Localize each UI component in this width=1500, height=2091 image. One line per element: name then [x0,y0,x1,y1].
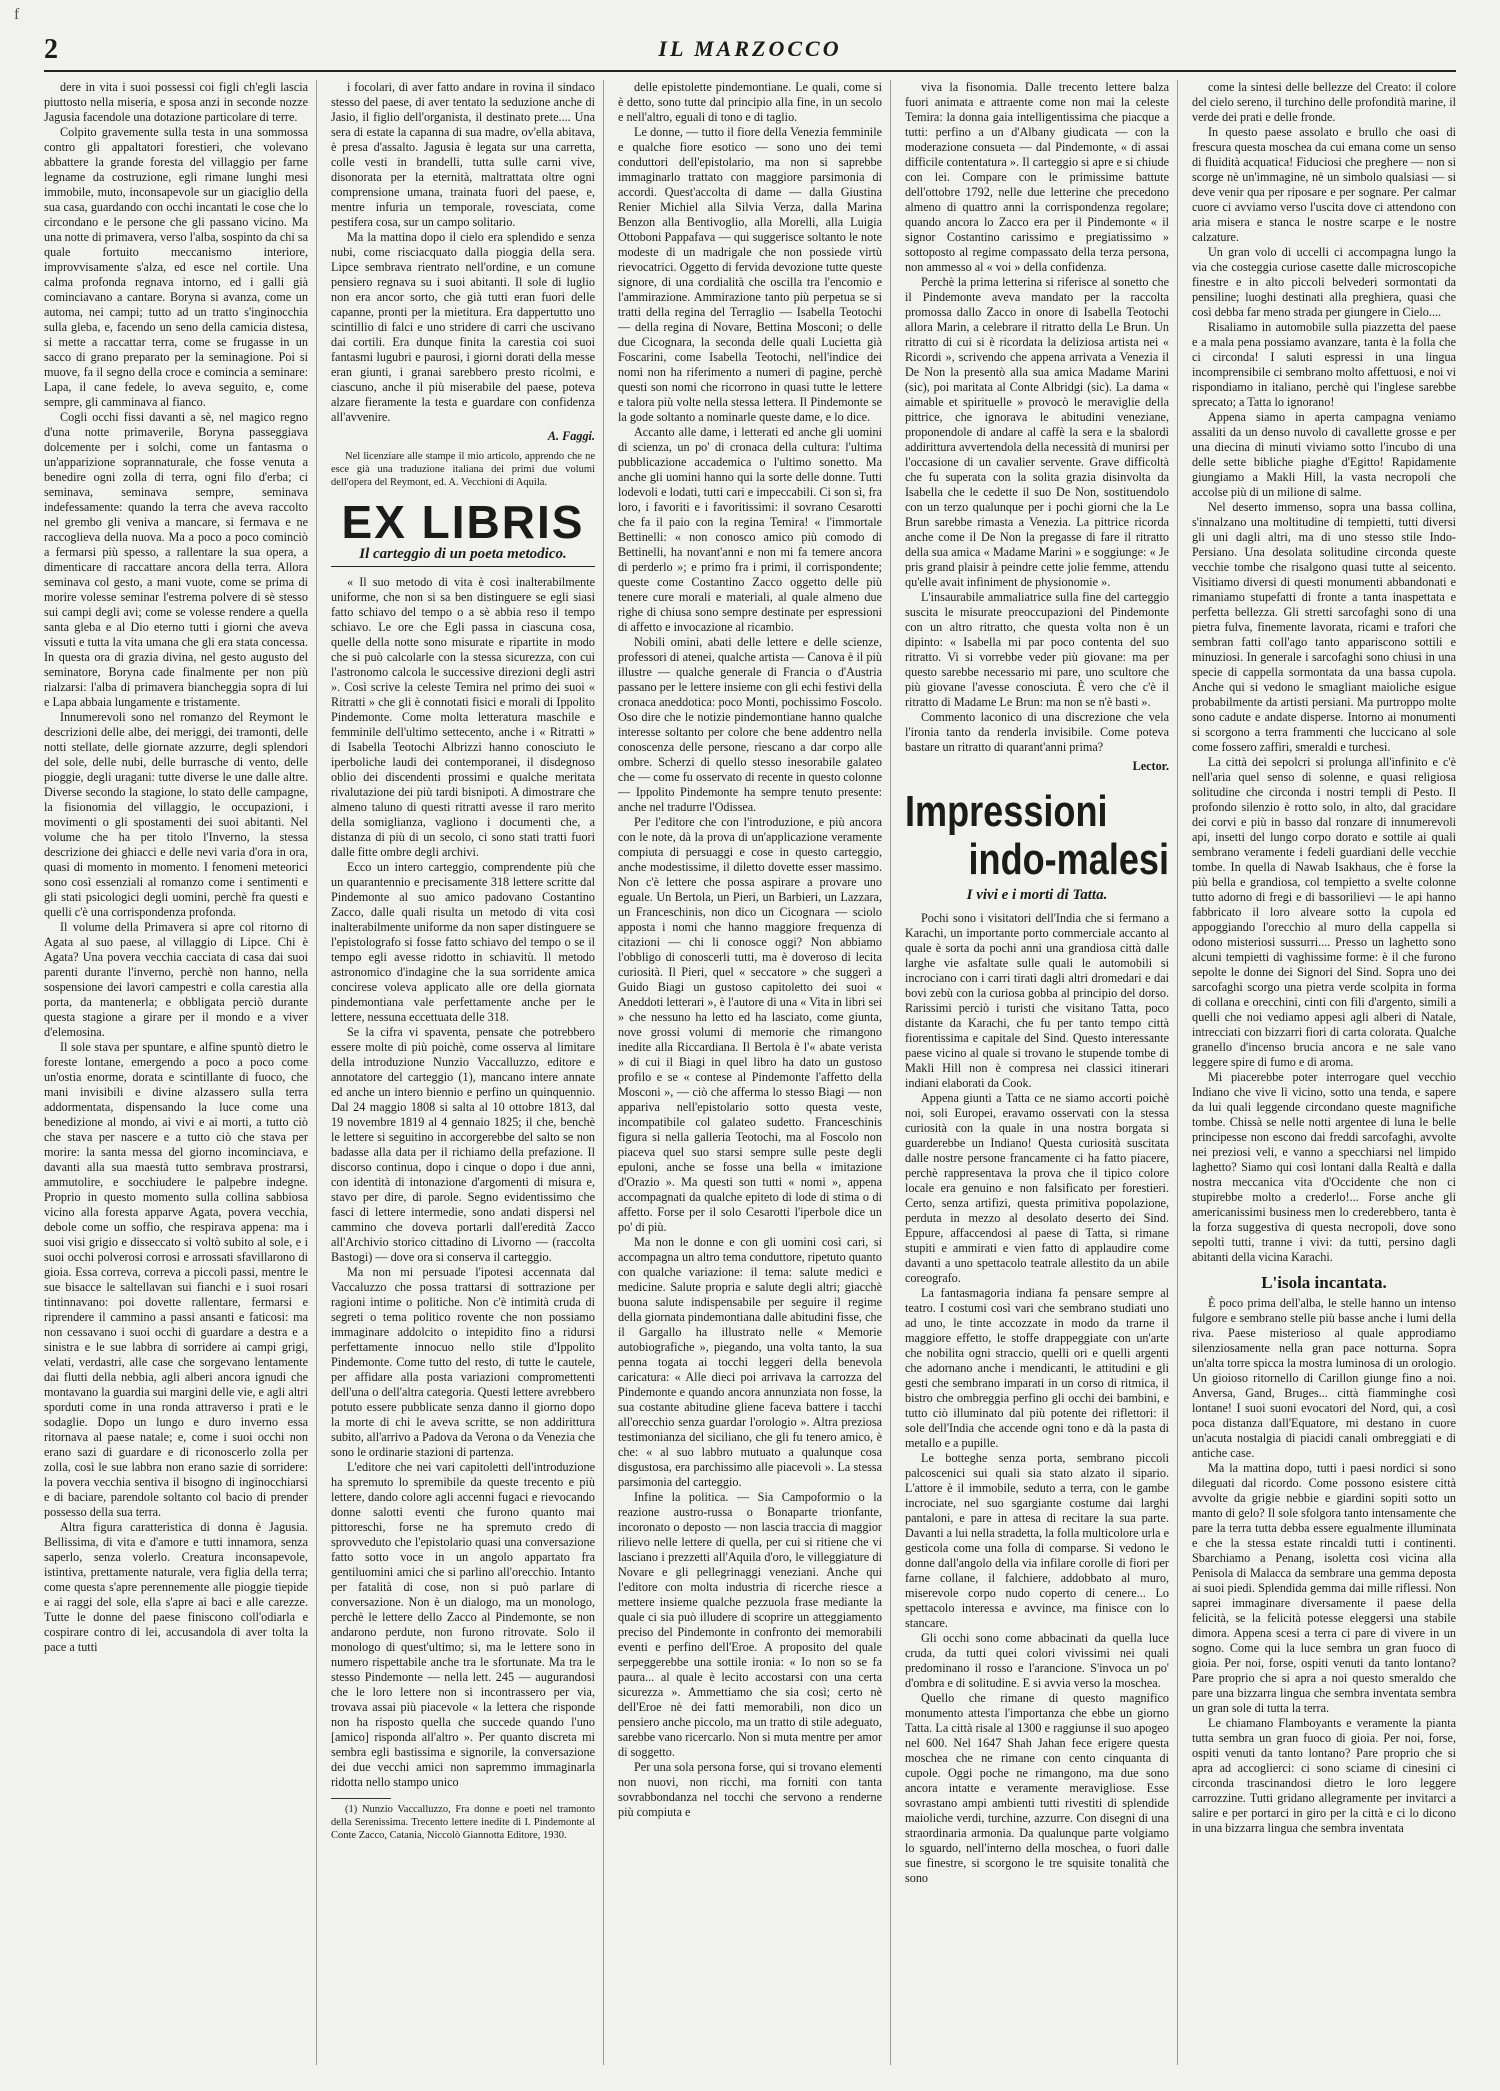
paragraph: In questo paese assolato e brullo che oasi di frescura questa moschea da cui emana come un senso di fluidità acquatica! Fiduciosi che preghere — non si scorge nè un'immagine, nè un simbolo qualsiasi — si deve venir qua per riposare e per sognare. Per calmar cuore ci avviamo verso l'uscita dove ci attendono con aria misera e stanca le nostre scarpe e le nostre calzature. [1192,125,1456,244]
paragraph: Commento laconico di una discrezione che vela l'ironia tanto da renderla invisibile. Come poteva bastare un ritratto di quarant'anni prima? [905,710,1169,754]
paragraph: delle epistolette pindemontiane. Le quali, come si è detto, sono tutte dal principio alla fine, in un secolo e nell'altro, eguali di tono e di taglio. [618,80,882,124]
paragraph: Colpito gravemente sulla testa in una sommossa contro gli appaltatori forestieri, che volevano abbattere la grande foresta del villaggio per farne legname da costruzione, egli rimane lunghi mesi immobile, muto, inconsapevole sur un giaciglio della sua casa, guardando con occhi incantati le cose che lo circondano e le persone che gli passano vicino. Ma una notte di primavera, verso l'alba, sospinto da chi sa quale fortuito meccanismo interiore, improvvisamente s'alza, ed esce nel cortile. Una calma profonda regnava intorno, ed i galli già cominciavano a cantare. Boryna si avanza, come un automa, nei campi; tutto ad un tratto s'inginocchia sulla gleba, e, facendo un seno della camicia distesa, si mette a raccattar terra, come se frugasse in un sacco di grano preparato per la seminagione. Poi si muove, fa il segno della croce e comincia a seminare: Lapa, il cane fedele, lo aveva seguito, e, come sempre, gli camminava al fianco. [44,125,308,409]
paragraph: Per l'editore che con l'introduzione, e più ancora con le note, dà la prova di un'applicazione veramente compiuta di persuaggi e cose in questo carteggio, anche modestissime, il diletto dovette esser massimo. Non c'è lettere che possa aspirare a provare uno eguale. Un Bertola, un Pieri, un Barbieri, un Lazzara, un Franceschinis, non dico un Cicognara — sciolo apposta i nomi che hanno maggiore frequenza di citazioni — chi li conosce oggi? Non abbiamo l'obbligo di conoscerli tutti, ma è doveroso di lecita curiosità. Il Pieri, quel « seccatore » che suggerì a Guido Biagi un gustoso capitoletto dei suoi « Aneddoti letterari », è l'autore di una « Vita in libri sei » che nessuno ha letto ed ha lasciato, come giunta, nove grossi volumi di memorie che rimangono inedite alla Riccardiana. Il Bertola è l'« abate verista » di cui il Biagi in quel libro ha dato un gustoso profilo e se « contese al Pindemonte l'affetto della Mosconi », — ciò che afferma lo stesso Biagi — non appariva nell'epistolario sotto questa veste, incompatibile col galateo sudetto. Franceschinis figura si nella galleria Teotochi, ma al Foscolo non piaceva quel suo starsi sempre sulle peste degli epuloni, anche se fosse una bella « imitazione d'Orazio ». Ma questi son tutti « nomi », appena accompagnati da qualche epiteto di lode di stima o di affetto. Forse per il solo Cesarotti l'iperbole dice un po' di più. [618,815,882,1234]
paragraph: Le chiamano Flamboyants e veramente la pianta tutta sembra un gran fuoco di gioia. Per noi, forse, ospiti venuti da tanto lontano? Pare proprio che si apra ad accoglierci: ci sono sciame di cinesini ci circonda trascinandosi dietro le loro leggere carrozzine. Tutti gridano allegramente per invitarci a salire e per portarci in giro per la città e ci lo dicono in una bizzarra lingua che sembra inventata [1192,1716,1456,1835]
column-4 [905,80,1178,2065]
paragraph: Le botteghe senza porta, sembrano piccoli palcoscenici sui quali sia stato alzato il sipario. L'attore è il immobile, seduto a terra, con le gambe incrociate, nel suo sgargiante costume dai larghi pantaloni, e pare in attesa di recitare la sua parte. Davanti a lui nella stradetta, la folla multicolore urla e gesticola come una folla di comparse. Si vedono le donne dall'angolo della via infilare corolle di fiori per farne collane, il falchiere, addobbato al muro, miserevole corpo nudo coperto di cenere... Lo spettacolo interessa e avvince, ma finisce con lo stancare. [905,1451,1169,1630]
masthead: IL MARZOCCO [658,36,842,61]
paragraph: Altra figura caratteristica di donna è Jagusia. Bellissima, di vita e d'amore e tutti innamora, senza saperlo, senza volerlo. Creatura inconsapevole, istintiva, prettamente naturale, vera figlia della terra; come questa s'apre perennemente alle pioggie tiepide e ai raggi del sole, ella s'apre ai baci e alle carezze. Tutte le donne del paese finiscono coll'odiarla e cospirare contro di lei, accusandola di aver tolta la pace a tutti [44,1520,308,1654]
paragraph: Il volume della Primavera si apre col ritorno di Agata al suo paese, al villaggio di Lipce. Chi è Agata? Una povera vecchia cacciata di casa dai suoi parenti durante l'inverno, perchè non hanno, nella sospensione dei lavori campestri e colla carestia alla porta, da mantenerla; e obbligata perciò durante questa stagione a girare per il mondo e a viver d'elemosina. [44,920,308,1039]
paragraph: L'insaurabile ammaliatrice sulla fine del carteggio suscita le misurate preoccupazioni del Pindemonte con un altro ritratto, che questa volta non è un dipinto: « Isabella mi par poco contenta del suo ritratto. Vi si vorrebbe veder più giovane: ma per questo sarebbe necessario mi pare, uno scultore che più giovane l'avesse conosciuta. È vero che c'è il ritratto di Madame Le Brun: ma non se n'è basti ». [905,590,1169,709]
paragraph: Quello che rimane di questo magnifico monumento attesta l'importanza che ebbe un giorno Tatta. La città risale al 1300 e raggiunse il suo apogeo nel 600. Nel 1647 Shah Jahan fece erigere questa moschea che ne rimane con cento cinquanta di cupole. Oggi poche ne rimangono, ma due sono ancora intatte e veramente meravigliose. Esse sovrastano ampi ambienti tutti rivestiti di splendide maioliche verdi, turchine, azzurre. Con disegni di una straordinaria armonia. Da qualunque parte volgiamo lo sguardo, nell'interno della moschea, o fuori dalle sue finestre, si scorgono le tre squisite tonalità che sono [905,1691,1169,1885]
footnote-divider [331,1798,391,1799]
paragraph: Risaliamo in automobile sulla piazzetta del paese e a mala pena possiamo avanzare, tanta è la folla che ci circonda! I saluti espressi in una lingua incomprensibile ci sembrano molto affettuosi, e noi vi rispondiamo in italiano, perchè qui l'inglese sarebbe sprecato; a Tatta lo ignorano! [1192,320,1456,409]
paragraph: Gli occhi sono come abbacinati da quella luce cruda, da tutti quei colori vivissimi nei quali predominano il rosso e l'arancione. S'invoca un po' d'ombra e di solitudine. E si avvia verso la moschea. [905,1631,1169,1690]
paragraph: « Il suo metodo di vita è così inalterabilmente uniforme, che non si sa ben distinguere se egli siasi fatto schiavo del tempo o a sè abbia reso il tempo schiavo. Le ore che Egli passa in ciascuna cosa, quelle della notte sono misurate e ripartite in modo che si può calcolarle con la stessa sicurezza, con cui l'astronomo calcola le successive direzioni degli astri ». Così scrive la celeste Temira nel primo dei suoi « Ritratti » che gli è connotati fisici e morali di Ippolito Pindemonte. Come molta letteratura maschile e femminile dell'ultimo settecento, anche i « Ritratti » di Isabella Teotochi Albrizzi hanno conosciuto le iperboliche laudi dei contemporanei, il disdegnoso oblio dei discendenti prossimi e qualche meritata rivalutazione dei più tardi bisnipoti. A dimostrare che almeno taluno di questi ritratti avesse il raro merito della somiglianza, vagliono i documenti che, a distanza di più di un secolo, ci sono stati tratti fuori dalle fitte ombre degli archivi. [331,575,595,859]
paragraph: Un gran volo di uccelli ci accompagna lungo la via che costeggia curiose casette dalle microscopiche finestre e in alto piccoli belvederi sormontati da pensiline; luoghi destinati alla preghiera, quasi che così debba far meno strada per giungere in Cielo.... [1192,245,1456,319]
section-title-indo-malesi: indo-malesi [968,835,1169,884]
paragraph: Mi piacerebbe poter interrogare quel vecchio Indiano che vive lì vicino, sotto una tenda, e sapere da lui quali leggende circondano queste magnifiche tombe. Chissà se nelle notti argentee di luna le belle principesse non escono dai freddi sarcofaghi, avvolte nei preziosi veli, e vanno a specchiarsi nel limpido laghetto? Siamo qui così lontani dalla Realtà e dalla nostra meccanica vita d'Occidente che non ci stupirebbe molto a crederlo!... Forse anche gli americanissimi business men lo crederebbero, tanta è la forza suggestiva di questa necropoli, dove sono sepolti tutti, tranne i vivi: da tutti, persino dagli abitanti della vicina Karachi. [1192,1070,1456,1264]
paragraph: Appena siamo in aperta campagna veniamo assaliti da un denso nuvolo di cavallette grosse e per una diecina di minuti viviamo sotto l'incubo di una delle sette bibliche piaghe d'Egitto! Rapidamente giungiamo a Makli Hill, la vasta necropoli che accolse più di un milione di salme. [1192,410,1456,499]
paragraph: Perchè la prima letterina si riferisce al sonetto che il Pindemonte aveva mandato per la raccolta promossa dallo Zacco in onore di Isabella Teotochi allora Marin, a celebrare il ritratto della Le Brun. Un ritratto di cui si è ricordata la deliziosa artista nei « Ricordi », scrivendo che appena arrivata a Venezia il De Non la presentò alla sua amica Madame Marini (sic), poi maritata al Conte Albridgi (sic). La dama « aimable et spirituelle » provocò le meraviglie della pittrice, che ignorava le abitudini veneziane, proponendole di andare al caffè la sera e la sbalordì addirittura avvertendola della necessità di munirsi per l'occasione di un cavalier servente. Grave difficoltà che fu superata con la solita grazia disinvolta da Isabella che le cedette il suo De Non, sostituendolo con un terzo qualunque per i pochi giorni che la Le Brun sarebbe rimasta a Venezia. La pittrice ricorda anche come il De Non la pregasse di fare il ritratto della sua amica « Madame Marini » e soggiunge: « Je pris grand plaisir à peindre cette jolie femme, attendu qu'elle avait infiniment de physionomie ». [905,275,1169,589]
article-columns [44,80,1456,2065]
paragraph: dere in vita i suoi possessi coi figli ch'egli lascia piuttosto nella miseria, e sposa anzi in seconde nozze Jagusia facendole una dotazione particolare di terre. [44,80,308,124]
paragraph: Ma non le donne e con gli uomini così cari, si accompagna un altro tema conduttore, ripetuto quanto con qualche variazione: il tema: salute medici e medicine. Salute propria e salute degli altri; giacchè buona salute indispensabile per seguire il regime della giornata pindemontiana dalle abitudini fisse, che il Gargallo ha illustrato nelle « Memorie autobiografiche », piegando, una volta tanto, la sua penna togata ai tocchi leggeri della benevola caricatura: « Alle dieci poi arrivava la carrozza del Pindemonte e quando ancora annunziata non fosse, la sua costante abitudine gliene faceva battere i tacchi all'orecchio senza guardar l'orologio ». Altra preziosa testimonianza del siciliano, che gli fu tenero amico, è che: « al suo labbro mutuato a qualunque cosa disgustosa, era parchissimo alle piacevoli ». La stessa parsimonia del carteggio. [618,1235,882,1489]
column-1 [44,80,317,2065]
page-corner-mark: f [14,6,20,23]
paragraph: come la sintesi delle bellezze del Creato: il colore del cielo sereno, il turchino delle profondità marine, il verde dei prati e delle fronde. [1192,80,1456,124]
paragraph: Ma la mattina dopo, tutti i paesi nordici si sono dileguati dal ricordo. Come possono esistere città avvolte da grigie nebbie e giardini sopiti sotto un manto di gelo? Il sole sfolgora tanto intensamente che pare la terra tutta debba essere egualmente illuminata e che la stessa estate rincaldi tutti i continenti. Sbarchiamo a Penang, isoletta così vicina alla Penisola di Malacca da sembrare una gemma deposta ai suoi piedi. Splendida gemma dai mille riflessi. Non saprei immaginare diversamente il paese della felicità, se la felicità potesse eleggersi una stabile dimora. Appena scesi a terra ci pare di vivere in un sogno. Come qui la luce sembra un gran fuoco di gioia. Per noi, forse, ospiti venuti da tanto lontano? Pare proprio che si apra a noi questo smeraldo che pare una bizzarra lingua che sembra inventata sembra un gran sole di tutta la terra. [1192,1461,1456,1715]
paragraph: Nobili omini, abati delle lettere e delle scienze, professori di atenei, qualche artista — Canova è il più illustre — qualche generale di Francia o d'Austria passano per le lettere insieme con gli echi festivi della cronaca aneddotica: poco Monti, pochissimo Foscolo. Oso dire che le notizie pindemontiane hanno qualche interesse soltanto per colore che bene addentro nella conoscenza delle persone, riescano a dar corpo alle ombre. Scherzi di quello stesso inesorabile galateo che — come fu osservato di recente in questo colonne — Ippolito Pindemonte ha sempre tenuto presente: anche nel tradurre l'Odissea. [618,635,882,814]
author-signature: A. Faggi. [547,429,595,443]
paragraph: Per una sola persona forse, qui si trovano elementi non nuovi, non ricchi, ma forniti con tanta sovrabbondanza nel tocchi che servono a renderne più compiuta e [618,1760,882,1819]
paragraph: È poco prima dell'alba, le stelle hanno un intenso fulgore e sembrano stelle più basse anche i lumi della riva. Paese misterioso al quale approdiamo silenziosamente nella gran pace notturna. Sopra un'alta torre spicca la mostra luminosa di un orologio. Un gioioso ritornello di Carillon giunge fino a noi. Anversa, Gand, Bruges... città fiamminghe così lontane! I suoi suoni evocatori del Nord, qui, a così poca distanza dall'Equatore, mi destano in cuore un'acuta nostalgia di piacidi canali ombreggiati e di antiche case. [1192,1296,1456,1460]
page-header [44,30,1456,72]
author-note: Nel licenziare alle stampe il mio articolo, apprendo che ne esce già una traduzione italiana dei primi due volumi dell'opera del Reymont, ed. A. Vecchioni di Aquila. [331,451,595,488]
paragraph: Cogli occhi fissi davanti a sè, nel magico regno d'una notte primaverile, Boryna passeggiava dolcemente per i solchi, come un fantasma o un'apparizione soprannaturale, che fosse venuta a benedire ogni zolla di terra, ogni filo d'erba; ci seminava, seminava sempre, seminava indefessamente: quando la terra che aveva raccolto nel grembo gli veniva a mancare, si fermava e ne raccoglieva della nuova. Ma a poco a poco cominciò a fermarsi più spesso, a rallentare la sua opera, a dimenticare di raccattare ancora della terra. Allora seminava col gesto, a mani vuote, come se prima di morire volesse seminar l'estrema polvere di sè stesso sui campi degli avi; come se volesse rendere a quella santa gleba e al Dio eterno tutti i giorni che aveva vissuti e tutta la vita umana che gli era stata concessa. In questa ora di grazia divina, nel gesto augusto del seminatore, Boryna cade finalmente per non più rialzarsi: l'alba di primavera biancheggia sopra di lui e Lapa abbaia lungamente e tristamente. [44,410,308,709]
paragraph: Pochi sono i visitatori dell'India che si fermano a Karachi, un importante porto commerciale accanto al quale è sorta da pochi anni una grandiosa città dalle larghe vie asfaltate sulle quali le automobili si incrociano con i carri tirati dagli altri dromedari e dai bovi zebù con la curiosa gobba al principio del dorso. Rarissimi perciò i turisti che visitano Tatta, poco distante da Karachi, che fu per tanto tempo città fiorentissima e capitale del Sind. Questo interessante paese vicino al quale si trovano le stupende tombe di Makli Hill non è compresa nei classici itinerari indiani elaborati da Cook. [905,911,1169,1090]
section-title-impressioni: Impressioni [905,787,1108,836]
paragraph: Appena giunti a Tatta ce ne siamo accorti poichè noi, soli Europei, eravamo osservati con la stessa curiosità con la quale in una nostra borgata si guarderebbe un Indiano! Questa curiosità suscitata dalle nostre persone francamente ci ha fatto piacere, perchè rappresentava la prova che il tipico colore locale era genuino e non falsificato per forestieri. Certo, senza artifizi, questa primitiva popolazione, perduta in mezzo al desolato deserto dei Sind. Eppure, affaccendosi al paese di Tatta, si rimane stupiti e ammirati e vien fatto di applaudire come davanti a uno spettacolo teatrale allestito da un abile coreografo. [905,1091,1169,1285]
paragraph: Ma la mattina dopo il cielo era splendido e senza nubi, come risciacquato dalla pioggia della sera. Lipce sembrava rientrato nell'ordine, e un comune pensiero regnava su i suoi abitanti. Il sole di luglio non era ancor sorto, che già tutti eran fuori delle capanne, pronti per la mietitura. Era dappertutto uno scintillio di falci e uno stridere di carri che uscivano dai cortili. Era dunque finita la carestia coi suoi fantasmi lugubri e paurosi, i giorni dorati della messe eran giunti, i granai sarebbero presto ricolmi, e ciascuno, anche il più miserabile del paese, poteva alzare fieramente la testa e guardare con confidenza all'avvenire. [331,230,595,424]
page-number: 2 [44,34,58,65]
section-subtitle: I vivi e i morti di Tatta. [966,887,1108,903]
section-title-isola-incantata: L'isola incantata. [1261,1273,1387,1292]
paragraph: Innumerevoli sono nel romanzo del Reymont le descrizioni delle albe, dei meriggi, dei tramonti, delle notti stellate, delle giornate azzurre, degli splendori del sole, delle nubi, delle burrasche di vento, delle pioggie, degli uragani: tutte diverse le une dalle altre. Diverse secondo la stagione, lo stato delle campagne, la fisionomia del villaggio, le occupazioni, i movimenti o gli spostamenti dei suoi abitanti. Nel volume che ha per titolo l'Inverno, la stessa descrizione dei ghiacci e delle nevi varia d'ora in ora, quasi di momento in momento. I fenomeni meteorici sono così essenziali al romanzo come i sentimenti e gli stati psicologici degli uomini, perchè fra questi e quelli c'è una corrispondenza profonda. [44,710,308,919]
paragraph: i focolari, di aver fatto andare in rovina il sindaco stesso del paese, di aver tentato la seduzione anche di Jasio, il figlio dell'organista, il destinato prete.... Una sera di estate la capanna di sua madre, ov'ella abitava, è presa d'assalto. Jagusia è legata sur una carretta, colle vesti in brandelli, tutta sulle carni vive, disonorata per la eternità, maltrattata oltre ogni comprensione umana, trainata fuori del paese, e, mentre infuria un temporale, rovesciata, come pestifera cosa, sur un campo solitario. [331,80,595,229]
paragraph: Infine la politica. — Sia Campoformio o la reazione austro-russa o Bonaparte trionfante, incoronato o deposto — non lascia traccia di maggior rilievo nelle lettere di quella, per cui si ritiene che vi lasciano i prezzetti all'Aquila d'oro, le villeggiature di Novare e gli pellegrinaggi veneziani. Anche qui l'editore con molta industria di ricerche riesce a mettere insieme qualche pezzuola frase mediante la quale ci sia può illudere di scoprire un atteggiamento preciso del Pindemonte in confronto dei memorabili eventi e perfino dell'Eroe. A proposito del quale serpeggerebbe una sottile ironia: « Io non so se fa paura... al quale è lecito accostarsi con una certa sicurezza ». Ammettiamo che sia così; certo nè dell'Eroe nè dei fatti memorabili, non dico un pensiero anche piccolo, ma un tratto di stile adeguato, sarebbe vano ricercarlo. Non si muta mentre per amor di soggetto. [618,1490,882,1759]
paragraph: L'editore che nei vari capitoletti dell'introduzione ha spremuto lo spremibile da queste trecento e più lettere, dando colore agli accenni fugaci e rievocando donne salotti eventi che furono quanto mai pittoreschi, forse ne ha spremuto credo di sprovveduto che l'epistolario quasi una conversazione fatto sotto voce in un angolo appartato fra gentiluomini amici che si parlino all'orecchio. Intanto per fatalità di cose, non si può parlare di conversazione. Non è un dialogo, ma un monologo, perchè le lettere dello Zacco al Pindemonte, se non andarono perdute, non furono ritrovate. Solo il monologo di quest'ultimo; si, ma le lettere sono in numero rispettabile anche tra le sfortunate. Ma tra le stesso Pindemonte — nella lett. 245 — augurandosi che le loro lettere non si incontrassero per via, trovava assai più piacevole « la lettera che risponde non ha risposto quella che succede quando l'uno [amico] risponda all'altro ». Per quanto discreta mi sembra egli bastissima e signorile, la conversazione dei due vecchi amici non sapremmo immaginarla ridotta nello stampo unico [331,1460,595,1789]
paragraph: viva la fisonomia. Dalle trecento lettere balza fuori animata e attraente come non mai la celeste Temira: la donna gaia intelligentissima che piacque a tutti: perfino a un d'Albany giudicata — con la moderazione consueta — dal Pindemonte, « di assai difficile contentatura ». Il carteggio si apre e si chiude con lei. Compare con le primissime battute dell'ottobre 1792, nelle due letterine che precedono almeno di quattro anni la corrispondenza regolare; quando ancora lo Zacco era per il Pindemonte « il signor Costantino carissimo e pregiatissimo » sottoposto al regime compassato della terza persona, non ammesso al « voi » della confidenza. [905,80,1169,274]
column-3 [618,80,891,2065]
column-2 [331,80,604,2065]
paragraph: La città dei sepolcri si prolunga all'infinito e c'è nell'aria quel senso di solenne, e quasi religiosa solitudine che circonda i nostri templi di Pesto. Il profondo silenzio è rotto solo, in alto, dal gracidare dei corvi e più in basso dal ronzare di innumerevoli api, insetti del lungo corpo dorato e sottile ai quali sembrano veramente i fedeli guardiani delle vecchie tombe. In quella di Nawab Isakhaus, che è forse la più bella e grandiosa, col tempietto a svelte colonne tutto adorno di fregi e di bassorilievi — le api hanno fabbricato il loro alveare sotto la cupola ed appoggiando l'orecchio al muro della cappella si odono misteriosi sussurri.... Presso un laghetto sono alcuni tempietti di vaghissime forme: è il che furono sepolte le donne dei Signori del Sind. Sopra uno dei sarcofaghi scorgo una pietra verde scolpita in forma di collana e orecchini, cinti con fili d'argento, simili a quelli che noi vediamo appesi agli alberi di Natale, intrecciati con bizzarri fiori di carta colorata. Qualche granello d'incenso brucia ancora e ne sale vano leggere spire di fumo e di aroma. [1192,755,1456,1069]
paragraph: Il sole stava per spuntare, e alfine spuntò dietro le foreste lontane, emergendo a poco a poco come un'ostia enorme, dorata e scintillante di fuoco, che mani invisibili e divine alzassero sulla terra addormentata, dispensando la luce come una benedizione al mondo, ai vivi e ai morti, a tutto ciò che stava per nascere e a tutto ciò che stava per morire: la santa messa del giorno incominciava, e davanti alla sua maestà tutto sembrava prostrarsi, ammutolire, e socchiudere le palpebre indegne. Proprio in questo momento sulla collina sabbiosa vicino alla foresta apparve Agata, povera vecchia, debole come un soffio, che respirava appena: ma i suoi visi grigio e disseccato si voltò subito al sole, e i suoi occhi polverosi corrosi e arrossati sfavillarono di gioia. Essa correva, correva a piccoli passi, mentre le sue bisacce le saltellavan sui fianchi e i suoi rosari tintinnavano: poi dovette rallentare, fermarsi e riprendere il cammino a passi ansanti e faticosi: ma non cessavano i suoi occhi di guardare a destra e a sinistra e le sue labbra di sorridere ai campi grigi, velati, verdastri, alle case che sorgevano lentamente dai flutti della nebbia, agli alberi ancora ignudi che montavano la guardia sui margini delle vie, e agli altri sporduti come in una ronda attraverso i prati e le sodaglie. Dopo un lungo e duro inverno essa ritornava al paese natale; e, come i suoi occhi non erano sazi di guardare e di riconoscerlo zolla per zolla, così le sue labbra non erano sazie di sorridere: la povera vecchia sentiva il bisogno di inginocchiarsi e di baciare, parendole soltanto col bacio di prender possesso della sua terra. [44,1040,308,1519]
column-5 [1192,80,1456,2065]
paragraph: La fantasmagoria indiana fa pensare sempre al teatro. I costumi così vari che sembrano studiati uno ad uno, le tinte accozzate in modo da trarne il maggiore effetto, le stoffe drappeggiate con un'arte che nobilita ogni straccio, quelli ori e quelli argenti che adornano anche i mendicanti, le attitudini e gli gesti che sembrano imparati in un corso di ritmica, il bistro che ombreggia perfino gli occhi dei bambini, e tutto ciò illuminato dal più potente dei riflettori: il sole dell'India che accende ogni tono e dà la pasta di metallo e a pupille. [905,1286,1169,1450]
author-signature: Lector. [1132,759,1169,773]
footnote: (1) Nunzio Vaccalluzzo, Fra donne e poeti nel tramonto della Serenissima. Trecento lettere inedite di I. Pindemonte al Conte Zacco, Catania, Niccolò Giannotta Editore, 1930. [331,1804,595,1841]
paragraph: Le donne, — tutto il fiore della Venezia femminile e qualche fiore esotico — sono uno dei temi conduttori dell'epistolario, ma non si saprebbe immaginarlo trattato con maggiore parsimonia di accordi. Quest'accolta di dame — dalla Giustina Renier Michiel alla Silvia Verza, dalla Marina Benzon alla Bentivoglio, alla Morelli, alla Luigia Ottoboni Pappafava — qui suggerisce soltanto le note modeste di un madrigale che non possiede virtù rievocatrici. Oggetto di fervida devozione tutte queste signore, di una cordialità che oscilla tra l'encomio e l'ammirazione. Ammirazione tanto più perpetua se si tratti della regina del Terraglio — Isabella Teotochi — della regina di Novare, Bettina Mosconi; o delle due Cicognara, la seconda delle quali Lucietta già Foscarini, come Isabella Teotochi, nell'indice dei nomi non ha riferimento a numeri di pagine, perchè questi son nomi che ricorrono in quasi tutte le lettere e talora più volte nella stessa lettera. Il Pindemonte se la gode soltanto a nominarle queste dame, e lo dice. [618,125,882,424]
paragraph: Nel deserto immenso, sopra una bassa collina, s'innalzano una moltitudine di tempietti, tutti diversi gli uni dagli altri, ma di uno stesso stile Indo-Persiano. Una desolata solitudine circonda queste vecchie tombe che risalgono quasi tutte al seicento. Visitiamo diversi di questi monumenti abbandonati e rimaniamo stupefatti di fronte a tanta inaspettata e perfetta bellezza. Gli stretti sarcofaghi sono di una pietra fulva, finemente lavorata, ricami e trafori che sembran fatti coll'ago tanto appariscono sottili e minuziosi. In generale i sarcofaghi sono chiusi in una specie di cappella sormontata da una bassa cupola. Anche qui si vedono le smagliant maioliche esigue probabilmente da artisti persiani. Ma purtroppo molte sono cadute e andate disperse. Intorno ai monumenti si scorgono a terra frammenti che luccicano al sole come fossero zaffiri, smeraldi e turchesi. [1192,500,1456,754]
paragraph: Accanto alle dame, i letterati ed anche gli uomini di scienza, un po' di cronaca della cultura: l'ultima pubblicazione accademica o l'ultimo sonetto. Ma anche gli uomini hanno qui la sorte delle donne. Tutti lodevoli e lodati, tutti cari e impeccabili. Ci son sì, fra loro, i favoriti e i favoritissimi: il sovrano Cesarotti che fa il paio con la regina Temira! « l'immortale Bettinelli: « non conosco amico più comodo di Bettinelli, ha novant'anni e non mi fa temere ancora di perderlo »; e primo fra i primi, il corrispondente; queste come Costantino Zacco oggetto delle più tenere cure morali e materiali, al quale almeno due righe di chiusa sono sempre destinate per espressioni di affetto e invocazione al ricambio. [618,425,882,634]
paragraph: Ecco un intero carteggio, comprendente più che un quarantennio e precisamente 318 lettere scritte dal Pindemonte al suo amico padovano Costantino Zacco, dalle quali risulta un metodo di vita così inalterabilmente uniforme da non saper distinguere se l'epistolografo si fosse fatto schiavo del tempo o se il tempo egli avesse ridotto in schiavitù. Il metodo astronomico d'indagine che la sua sorridente amica concirese voleva applicato alle ore della giornata pindemontiana vale perfettamente anche per le lettere, nessuna eccettuata delle 318. [331,860,595,1024]
section-subtitle: Il carteggio di un poeta metodico. [331,547,595,567]
paragraph: Se la cifra vi spaventa, pensate che potrebbero essere molte di più poichè, come osserva al limitare della introduzione Nunzio Vaccalluzzo, editore e annotatore del carteggio (1), mancano intere annate ed anche un intero biennio e perfino un quinquennio. Dal 24 maggio 1808 si salta al 10 ottobre 1813, dal 19 novembre 1819 al 4 gennaio 1825; il che, benchè le lettere si seguitino in accorgerebbe del salto se non badasse alla data per il richiamo della prefazione. Il discorso continua, dopo i cinque o dopo i due anni, con identità di intonazione d'argomenti di misura e, stavo per dire, di parole. Segno evidentissimo che fasci di lettere intermedie, sono andati dispersi nel cammino che doveva portarli dall'eredità Zacco all'Archivio storico cittadino di Livorno — (raccolta Bastogi) — dove ora si conserva il carteggio. [331,1025,595,1264]
section-title-ex-libris: EX LIBRIS [341,496,585,548]
paragraph: Ma non mi persuade l'ipotesi accennata dal Vaccaluzzo che possa trattarsi di sottrazione per ragioni intime o politiche. Non c'è intimità cruda di segreti o tema politico rovente che non possiamo immaginare addolcito o intepidito fino a ridursi perfettamente innocuo nello stile d'Ippolito Pindemonte. Come tutto del resto, di tutte le cautele, per affidare alla posta variazioni compromettenti dell'una o dell'altra categoria. Questi lettere avrebbero potuto essere pubblicate senza danno il giorno dopo la morte di chi le aveva scritte, se non addirittura subito, all'arrivo a Padova da Verona o da Venezia che sono le ordinarie stazioni di partenza. [331,1265,595,1459]
